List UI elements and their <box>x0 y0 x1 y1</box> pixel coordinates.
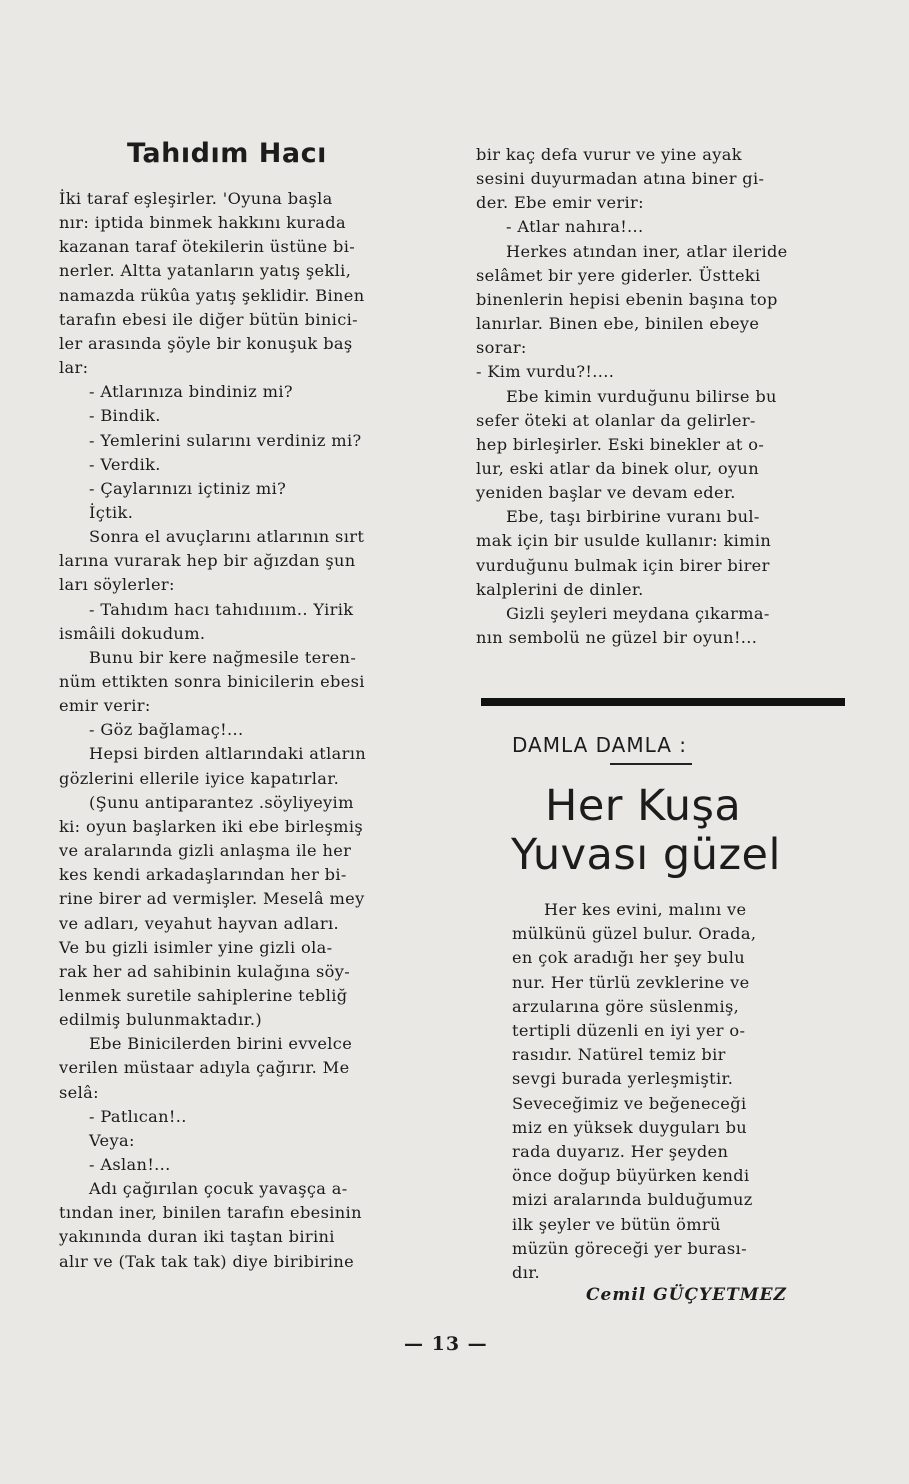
text-line: Gizli şeyleri meydana çıkarma- <box>506 603 770 623</box>
kicker-underline <box>610 763 692 765</box>
text-line: sevgi burada yerleşmiştir. <box>512 1069 734 1089</box>
text-line: ki: oyun başlarken iki ebe birleşmiş <box>59 816 364 836</box>
text-line: - Kim vurdu?!.... <box>476 362 615 382</box>
text-line: bir kaç defa vurur ve yine ayak <box>476 145 742 164</box>
text-line: - Bindik. <box>89 406 161 426</box>
text-line: selâmet bir yere giderler. Üstteki <box>476 265 761 285</box>
text-line: yeniden başlar ve devam eder. <box>476 483 736 503</box>
text-line: gözlerini ellerile iyice kapatırlar. <box>59 768 340 788</box>
text-line: sorar: <box>476 338 527 358</box>
text-line: - Atlar nahıra!... <box>506 217 644 237</box>
section-kicker: DAMLA DAMLA : <box>512 733 687 757</box>
text-line: Ebe Binicilerden birini evvelce <box>89 1034 353 1054</box>
text-line: Hepsi birden altlarındaki atların <box>89 744 366 764</box>
text-line: sefer öteki at olanlar da gelirler- <box>476 410 756 430</box>
text-line: nüm ettikten sonra binicilerin ebesi <box>59 672 365 691</box>
text-line: Herkes atından iner, atlar ileride <box>506 241 788 261</box>
text-line: müzün göreceği yer burası- <box>512 1238 747 1258</box>
text-line: tertipli düzenli en iyi yer o- <box>512 1021 746 1040</box>
text-line: lanırlar. Binen ebe, binilen ebeye <box>476 314 760 334</box>
text-line: Ebe kimin vurduğunu bilirse bu <box>506 386 777 406</box>
text-line: - Aslan!... <box>89 1155 171 1174</box>
text-line: - Göz bağlamaç!... <box>89 720 244 740</box>
text-line: - Tahıdım hacı tahıdıııım.. Yirik <box>89 599 354 619</box>
text-line: namazda rükûa yatış şeklidir. Binen <box>59 285 365 305</box>
text-line: Adı çağırılan çocuk yavaşça a- <box>89 1179 348 1199</box>
text-line: ilk şeyler ve bütün ömrü <box>512 1214 721 1234</box>
text-line: yakınında duran iki taştan birini <box>59 1227 335 1247</box>
text-line: edilmiş bulunmaktadır.) <box>59 1010 263 1030</box>
text-line: (Şunu antiparantez .söyliyeyim <box>89 792 354 812</box>
text-line: ve adları, veyahut hayvan adları. <box>59 913 339 933</box>
text-line: Ebe, taşı birbirine vuranı bul- <box>506 507 760 527</box>
page-number: — 13 — <box>404 1333 488 1355</box>
text-line: ve aralarında gizli anlaşma ile her <box>59 841 352 861</box>
text-line: binenlerin hepisi ebenin başına top <box>476 289 778 309</box>
text-line: hep birleşirler. Eski binekler at o- <box>476 434 765 454</box>
text-line: emir verir: <box>59 696 151 716</box>
text-line: kalplerini de dinler. <box>476 579 644 599</box>
text-line: verilen müstaar adıyla çağırır. Me <box>59 1058 350 1078</box>
text-line: lur, eski atlar da binek olur, oyun <box>476 458 759 478</box>
text-line: önce doğup büyürken kendi <box>512 1166 750 1186</box>
text-line: Ve bu gizli isimler yine gizli ola- <box>59 937 333 957</box>
text-line: dır. <box>512 1263 541 1282</box>
text-line: mülkünü güzel bulur. Orada, <box>512 924 757 944</box>
text-line: Veya: <box>89 1130 135 1150</box>
text-line: - Patlıcan!.. <box>89 1106 187 1126</box>
text-line: sesini duyurmadan atına biner gi- <box>476 169 765 189</box>
text-line: - Çaylarınızı içtiniz mi? <box>89 478 287 498</box>
text-line: nur. Her türlü zevklerine ve <box>512 972 750 992</box>
author-signature: Cemil GÜÇYETMEZ <box>586 1285 787 1305</box>
text-line: ismâili dokudum. <box>59 623 206 643</box>
text-line: nın sembolü ne güzel bir oyun!... <box>476 628 758 647</box>
text-line: rada duyarız. Her şeyden <box>512 1142 729 1161</box>
text-line: rine birer ad vermişler. Meselâ mey <box>59 889 365 909</box>
article-title: Tahıdım Hacı <box>127 138 327 169</box>
headline-line-2: Yuvası güzel <box>511 830 781 880</box>
text-line: miz en yüksek duyguları bu <box>512 1117 748 1137</box>
text-line: nır: iptida binmek hakkını kurada <box>59 213 346 233</box>
text-line: lar: <box>59 358 89 378</box>
text-line: arzularına göre süslenmiş, <box>512 996 740 1016</box>
text-line: Her kes evini, malını ve <box>544 900 747 919</box>
text-line: rasıdır. Natürel temiz bir <box>512 1045 726 1065</box>
text-line: alır ve (Tak tak tak) diye biribirine <box>59 1251 355 1271</box>
text-line: ler arasında şöyle bir konuşuk baş <box>59 333 353 353</box>
text-line: tarafın ebesi ile diğer bütün binici- <box>59 309 358 329</box>
text-line: mak için bir usulde kullanır: kimin <box>476 531 772 551</box>
text-line: lenmek suretile sahiplerine tebliğ <box>59 985 348 1005</box>
text-line: en çok aradığı her şey bulu <box>512 948 746 968</box>
text-line: der. Ebe emir verir: <box>476 193 644 213</box>
text-line: ları söylerler: <box>59 575 175 595</box>
text-line: Sonra el avuçlarını atlarının sırt <box>89 527 365 547</box>
text-line: - Atlarınıza bindiniz mi? <box>89 382 293 402</box>
section-divider <box>481 698 845 706</box>
text-line: İki taraf eşleşirler. 'Oyuna başla <box>59 189 333 208</box>
text-line: tından iner, binilen tarafın ebesinin <box>59 1203 362 1223</box>
text-line: - Verdik. <box>89 454 161 474</box>
text-line: mizi aralarında bulduğumuz <box>512 1190 753 1210</box>
text-line: vurduğunu bulmak için birer birer <box>476 555 770 575</box>
text-line: rak her ad sahibinin kulağına söy- <box>59 961 351 981</box>
text-line: - Yemlerini sularını verdiniz mi? <box>89 430 362 450</box>
text-line: Seveceğimiz ve beğeneceği <box>512 1093 747 1113</box>
text-line: nerler. Altta yatanların yatış şekli, <box>59 261 352 281</box>
text-line: kes kendi arkadaşlarından her bi- <box>59 865 347 885</box>
text-line: Bunu bir kere nağmesile teren- <box>89 647 357 667</box>
text-line: larına vurarak hep bir ağızdan şun <box>59 551 356 571</box>
text-line: selâ: <box>59 1082 99 1102</box>
text-line: İçtik. <box>89 502 134 522</box>
text-line: kazanan taraf ötekilerin üstüne bi- <box>59 237 356 257</box>
headline-line-1: Her Kuşa <box>545 781 742 831</box>
